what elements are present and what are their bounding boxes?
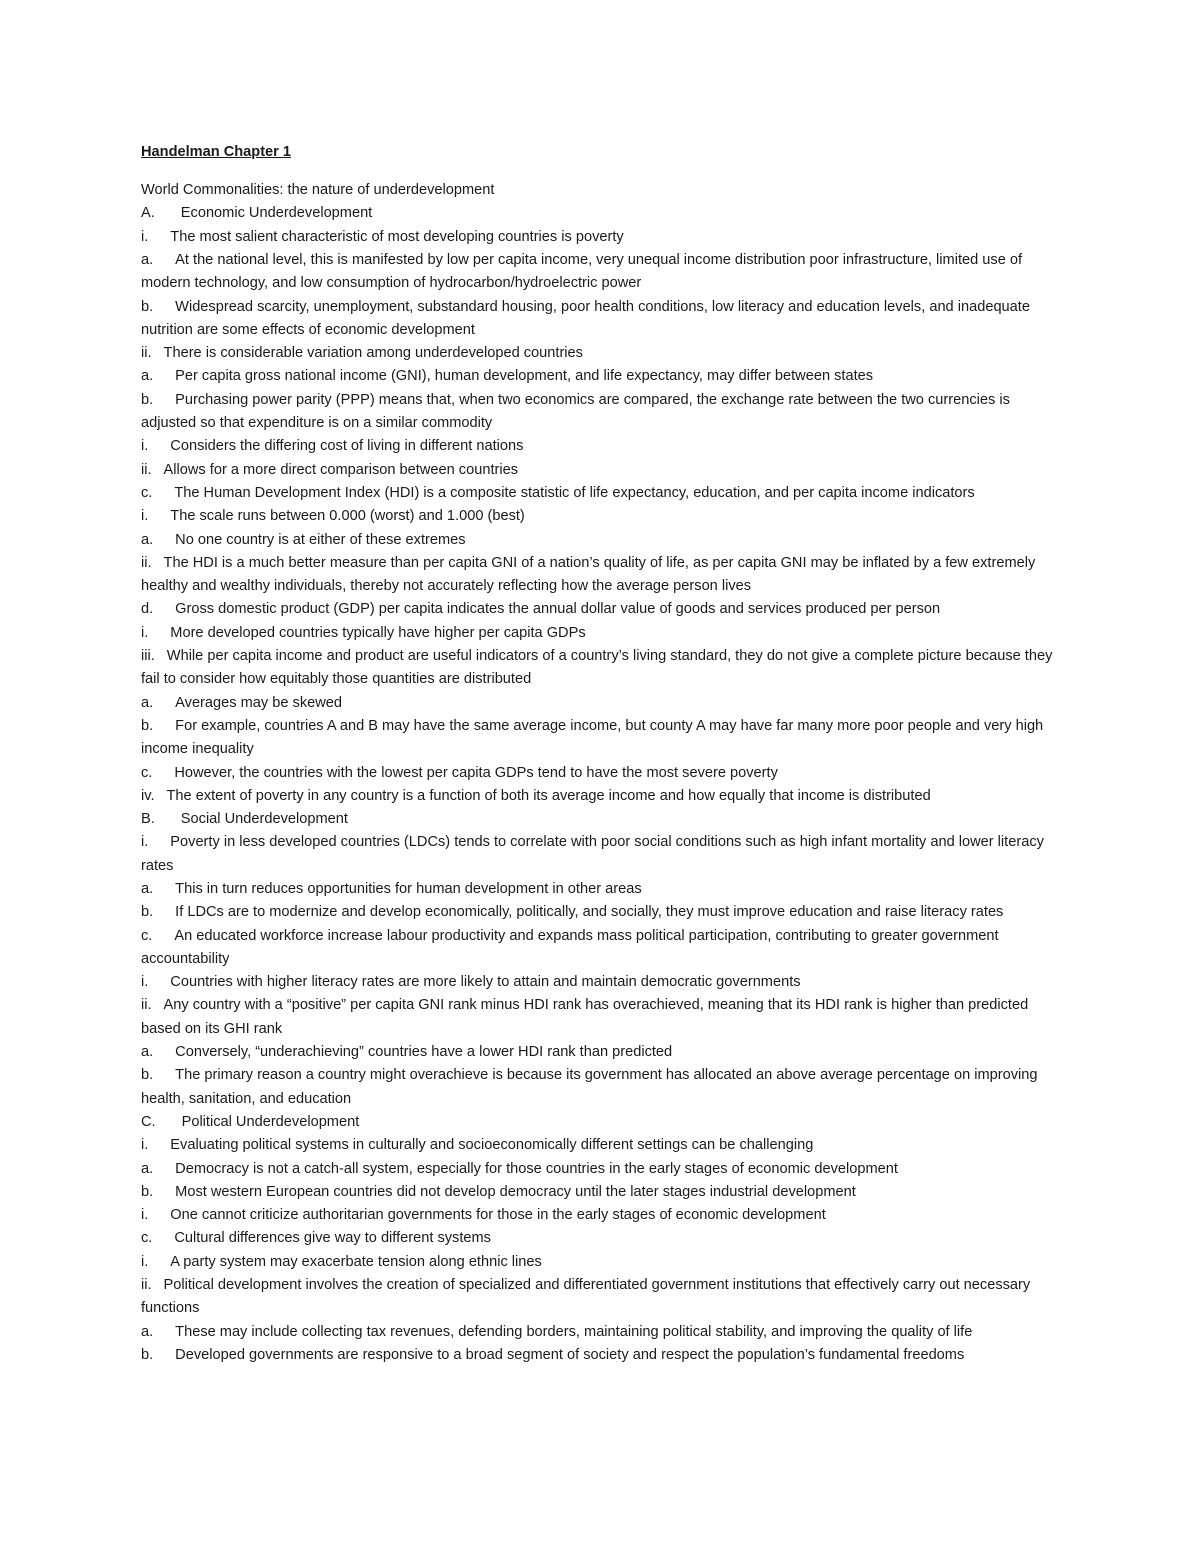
outline-item: [141, 365, 1066, 388]
outline-text: Considers the differing cost of living in different nations: [170, 438, 524, 455]
outline-marker: iii.: [141, 648, 155, 665]
outline-text: Averages may be skewed: [175, 694, 343, 711]
outline-marker: a.: [141, 531, 154, 548]
outline-marker: iv.: [141, 787, 155, 804]
outline-marker: b.: [141, 1067, 154, 1084]
outline-marker: a.: [141, 1044, 154, 1061]
outline-marker: ii.: [141, 345, 152, 362]
outline-text: Social Underdevelopment: [180, 811, 348, 828]
outline-item: [141, 715, 1066, 762]
outline-marker: B.: [141, 811, 155, 828]
outline-text: Widespread scarcity, unemployment, substandard housing, poor health conditions, low literacy and education levels, and inadequate nutrition are some effects of economic development: [141, 298, 1030, 338]
outline-text: More developed countries typically have higher per capita GDPs: [170, 624, 586, 641]
outline-item: [141, 226, 1066, 249]
outline-text: Political Underdevelopment: [181, 1113, 360, 1130]
outline-text: Most western European countries did not develop democracy until the later stages industrial development: [175, 1183, 856, 1200]
outline-text: An educated workforce increase labour productivity and expands mass political participation, contributing to greater government accountability: [141, 927, 999, 967]
outline-text: There is considerable variation among underdeveloped countries: [163, 345, 583, 362]
outline-item: [141, 505, 1066, 528]
outline-item: [141, 878, 1066, 901]
outline-item: [141, 1344, 1066, 1367]
outline-marker: c.: [141, 927, 153, 944]
outline-item: [141, 1181, 1066, 1204]
outline-text: Cultural differences give way to different systems: [174, 1230, 491, 1247]
outline-text: Per capita gross national income (GNI), human development, and life expectancy, may differ between states: [175, 368, 874, 385]
outline-item: [141, 971, 1066, 994]
outline-marker: c.: [141, 1230, 153, 1247]
outline-item: [141, 1251, 1066, 1274]
outline-marker: ii.: [141, 554, 152, 571]
outline-text: Poverty in less developed countries (LDCs) tends to correlate with poor social conditions such as high infant mortality and lower literacy rates: [141, 834, 1044, 874]
outline-marker: i.: [141, 974, 149, 991]
outline-marker: a.: [141, 251, 154, 268]
outline-marker: b.: [141, 1346, 154, 1363]
outline-item: [141, 435, 1066, 458]
outline-marker: a.: [141, 881, 154, 897]
outline-text: Economic Underdevelopment: [180, 205, 373, 222]
outline-marker: A.: [141, 205, 155, 222]
outline-text: Political development involves the creation of specialized and differentiated government institutions that effectively carry out necessary functions: [141, 1277, 1031, 1317]
outline-marker: ii.: [141, 461, 152, 478]
title-spacer: [141, 164, 1066, 179]
outline-marker: i.: [141, 1207, 149, 1224]
outline-item: [141, 925, 1066, 972]
outline-marker: i.: [141, 1253, 149, 1270]
outline-item: [141, 552, 1066, 599]
outline-text: The primary reason a country might overachieve is because its government has allocated an above average percentage on improving health, sanitation, and education: [141, 1067, 1038, 1107]
outline-item: [141, 762, 1066, 785]
outline-item: [141, 1204, 1066, 1227]
outline-item: [141, 459, 1066, 482]
outline-text: A party system may exacerbate tension along ethnic lines: [170, 1253, 542, 1270]
outline-list: [141, 179, 1066, 1367]
outline-marker: a.: [141, 368, 154, 385]
outline-item: [141, 901, 1066, 924]
document-title: Handelman Chapter 1: [141, 144, 292, 160]
outline-marker: i.: [141, 228, 149, 245]
outline-text: For example, countries A and B may have the same average income, but county A may have far many more poor people and very high income inequality: [141, 717, 1044, 758]
outline-item: [141, 808, 1066, 831]
outline-text: This in turn reduces opportunities for human development in other areas: [175, 881, 642, 897]
outline-text: The most salient characteristic of most developing countries is poverty: [170, 228, 624, 245]
outline-text: These may include collecting tax revenues, defending borders, maintaining political stability, and improving the quality of life: [175, 1323, 973, 1340]
outline-text: Democracy is not a catch-all system, especially for those countries in the early stages of economic development: [175, 1160, 898, 1177]
outline-item: [141, 342, 1066, 365]
outline-item: [141, 529, 1066, 552]
outline-text: No one country is at either of these extremes: [175, 531, 466, 548]
outline-item: [141, 622, 1066, 645]
outline-marker: i.: [141, 438, 149, 455]
outline-item: [141, 645, 1066, 692]
outline-marker: i.: [141, 508, 149, 525]
outline-marker: b.: [141, 391, 154, 408]
outline-item: [141, 179, 1066, 202]
outline-text: The extent of poverty in any country is a function of both its average income and how equally that income is distributed: [166, 787, 931, 804]
outline-marker: b.: [141, 904, 154, 921]
outline-item: [141, 1227, 1066, 1250]
outline-item: [141, 692, 1066, 715]
outline-text: The Human Development Index (HDI) is a composite statistic of life expectancy, education, and per capita income indicators: [174, 484, 975, 501]
outline-text: Evaluating political systems in culturally and socioeconomically different settings can be challenging: [170, 1137, 814, 1154]
outline-marker: d.: [141, 601, 154, 618]
outline-marker: b.: [141, 298, 154, 315]
outline-marker: i.: [141, 834, 149, 851]
outline-marker: i.: [141, 1137, 149, 1154]
outline-text: The scale runs between 0.000 (worst) and 1.000 (best): [170, 508, 525, 525]
outline-item: [141, 994, 1066, 1041]
outline-item: [141, 1064, 1066, 1111]
outline-text: Countries with higher literacy rates are more likely to attain and maintain democratic governments: [170, 974, 801, 991]
outline-item: [141, 1134, 1066, 1157]
outline-text: However, the countries with the lowest per capita GDPs tend to have the most severe poverty: [174, 764, 778, 781]
outline-marker: ii.: [141, 997, 152, 1014]
outline-item: [141, 389, 1066, 436]
outline-marker: C.: [141, 1113, 156, 1130]
document-body: [141, 141, 1066, 1367]
outline-item: [141, 831, 1066, 878]
outline-item: [141, 1158, 1066, 1181]
outline-marker: a.: [141, 694, 154, 711]
outline-item: [141, 1321, 1066, 1344]
outline-text: Purchasing power parity (PPP) means that, when two economics are compared, the exchange rate between the two currencies is adjusted so that expenditure is on a similar commodity: [141, 391, 1010, 432]
outline-item: [141, 1274, 1066, 1321]
outline-marker: a.: [141, 1160, 154, 1177]
outline-item: [141, 202, 1066, 225]
outline-text: If LDCs are to modernize and develop economically, politically, and socially, they must improve education and raise literacy rates: [175, 904, 1004, 921]
outline-text: Conversely, “underachieving” countries have a lower HDI rank than predicted: [175, 1044, 673, 1061]
outline-text: Developed governments are responsive to a broad segment of society and respect the population’s fundamental freedoms: [175, 1346, 965, 1363]
outline-marker: i.: [141, 624, 149, 641]
outline-marker: ii.: [141, 1277, 152, 1294]
outline-text: World Commonalities: the nature of underdevelopment: [141, 182, 495, 199]
outline-item: [141, 598, 1066, 621]
outline-marker: c.: [141, 764, 153, 781]
outline-item: [141, 1111, 1066, 1134]
outline-item: [141, 249, 1066, 296]
outline-item: [141, 1041, 1066, 1064]
outline-marker: b.: [141, 1183, 154, 1200]
outline-marker: b.: [141, 717, 154, 734]
outline-text: Any country with a “positive” per capita GNI rank minus HDI rank has overachieved, meaning that its HDI rank is higher than predicted based on its GHI rank: [141, 997, 1029, 1037]
outline-marker: a.: [141, 1323, 154, 1340]
outline-item: [141, 785, 1066, 808]
outline-text: One cannot criticize authoritarian governments for those in the early stages of economic development: [170, 1207, 826, 1224]
outline-text: Gross domestic product (GDP) per capita indicates the annual dollar value of goods and services produced per person: [175, 601, 941, 618]
outline-marker: c.: [141, 484, 153, 501]
outline-text: Allows for a more direct comparison between countries: [163, 461, 519, 478]
outline-item: [141, 296, 1066, 343]
outline-item: [141, 482, 1066, 505]
outline-text: The HDI is a much better measure than per capita GNI of a nation’s quality of life, as per capita GNI may be inflated by a few extremely healthy and wealthy individuals, thereby not accurately reflecting how the average person lives: [141, 554, 1036, 595]
outline-text: While per capita income and product are useful indicators of a country’s living standard, they do not give a complete picture because they fail to consider how equitably those quantities are distributed: [141, 648, 1053, 688]
outline-text: At the national level, this is manifested by low per capita income, very unequal income distribution poor infrastructure, limited use of modern technology, and low consumption of hydrocarbon/hydroelectric power: [141, 251, 1023, 292]
